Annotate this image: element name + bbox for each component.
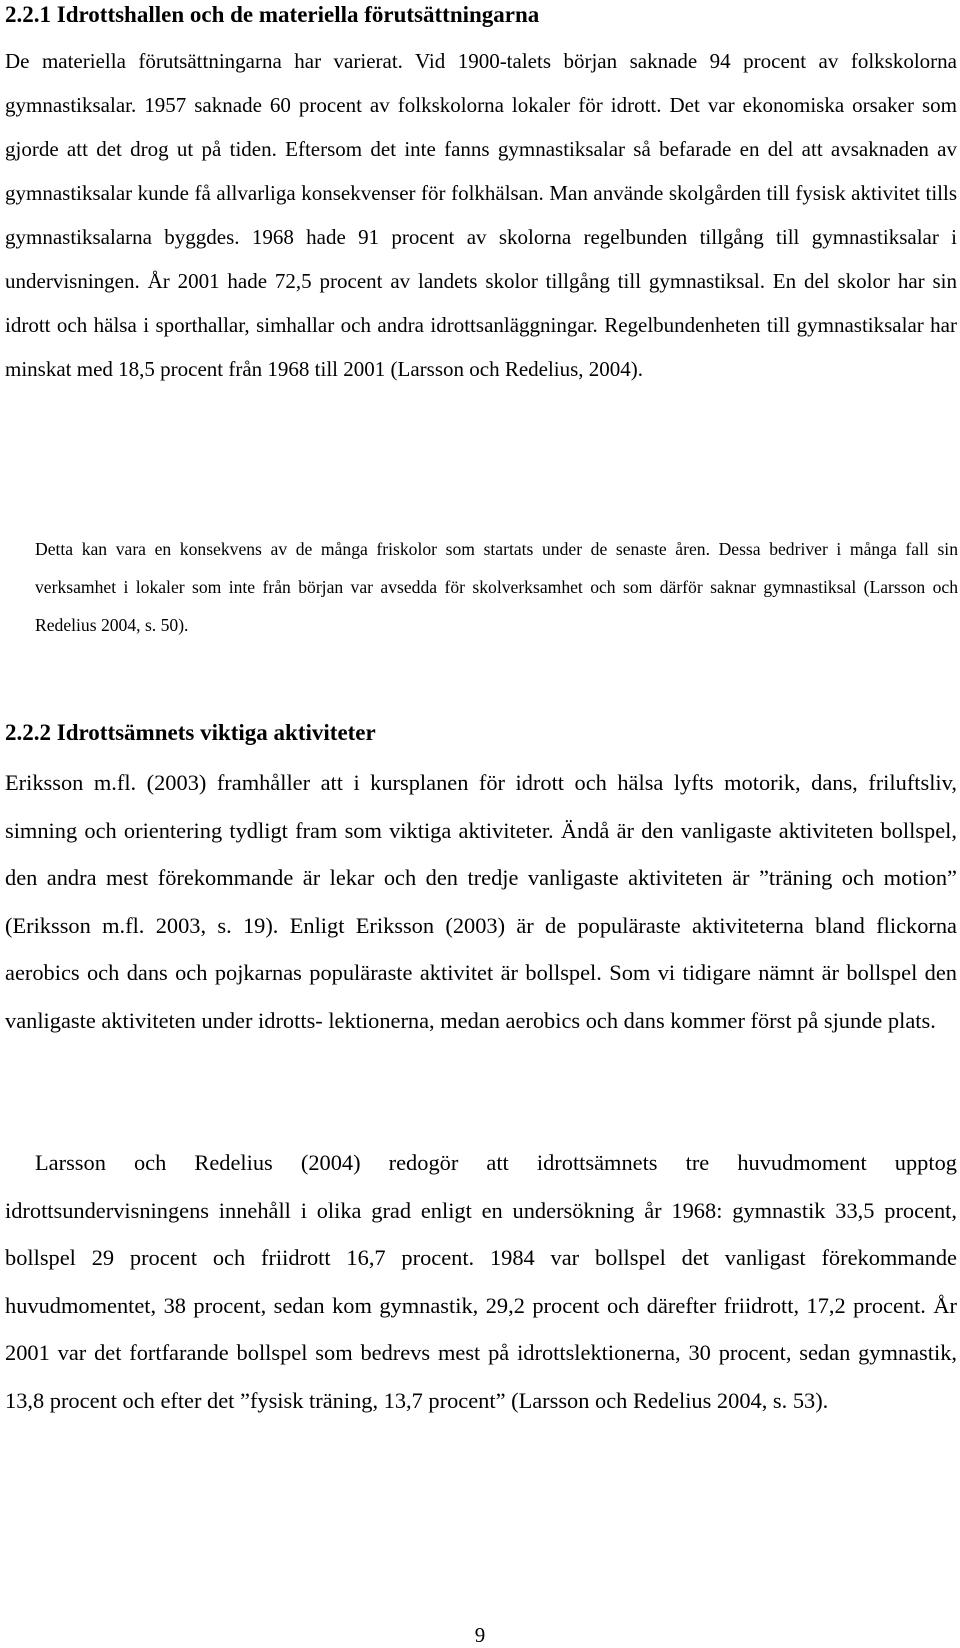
paragraph-friskolor-note: Detta kan vara en konsekvens av de många friskolor som startats under de senaste åren. Dessa bedriver i många fall sin verksamhet i lokaler som inte från början var avsedda för skolverksamhet och som därför saknar gymnastiksal (Larsson och Redelius 2004, s. 50). bbox=[35, 539, 958, 635]
paragraph-materiella-forutsattningar: De materiella förutsättningarna har varierat. Vid 1900-talets början saknade 94 procent av folkskolorna gymnastiksalar. 1957 saknade 60 procent av folkskolorna lokaler för idrott. Det var ekonomiska orsaker som gjorde att det drog ut på tiden. Eftersom det inte fanns gymnastiksalar så befarade en del att avsaknaden av gymnastiksalar kunde få allvarliga konsekvenser för folkhälsan. Man använde skolgården till fysisk aktivitet tills gymnastiksalarna byggdes. 1968 hade 91 procent av skolorna regelbunden tillgång till gymnastiksalar i undervisningen. År 2001 hade 72,5 procent av landets skolor tillgång till gymnastiksal. En del skolor har sin idrott och hälsa i sporthallar, simhallar och andra idrottsanläggningar. Regelbundenheten till gymnastiksalar har minskat med 18,5 procent från 1968 till 2001 (Larsson och Redelius, 2004). bbox=[5, 49, 957, 381]
paragraph-viktiga-aktiviteter: Eriksson m.fl. (2003) framhåller att i kursplanen för idrott och hälsa lyfts motorik, dans, friluftsliv, simning och orientering tydligt fram som viktiga aktiviteter. Ändå är den vanligaste aktiviteten bollspel, den andra mest förekommande är lekar och den tredje vanligaste aktiviteten är ”träning och motion” (Eriksson m.fl. 2003, s. 19). Enligt Eriksson (2003) är de populäraste aktiviteterna bland flickorna aerobics och dans och pojkarnas populäraste aktivitet är bollspel. Som vi tidigare nämnt är bollspel den vanligaste aktiviteten under idrotts- lektionerna, medan aerobics och dans kommer först på sjunde plats. bbox=[5, 770, 957, 1033]
section-heading-materiella-forutsattningar: 2.2.1 Idrottshallen och de materiella förutsättningarna bbox=[5, 2, 540, 27]
paragraph-huvudmoment: Larsson och Redelius (2004) redogör att idrottsämnets tre huvudmoment upptog idrottsundervisningens innehåll i olika grad enligt en undersökning år 1968: gymnastik 33,5 procent, bollspel 29 procent och friidrott 16,7 procent. 1984 var bollspel det vanligast förekommande huvudmomentet, 38 procent, sedan kom gymnastik, 29,2 procent och därefter friidrott, 17,2 procent. År 2001 var det fortfarande bollspel som bedrevs mest på idrottslektionerna, 30 procent, sedan gymnastik, 13,8 procent och efter det ”fysisk träning, 13,7 procent” (Larsson och Redelius 2004, s. 53). bbox=[5, 1150, 957, 1413]
page-number: 9 bbox=[474, 1623, 486, 1647]
section-heading-viktiga-aktiviteter: 2.2.2 Idrottsämnets viktiga aktiviteter bbox=[5, 720, 376, 745]
